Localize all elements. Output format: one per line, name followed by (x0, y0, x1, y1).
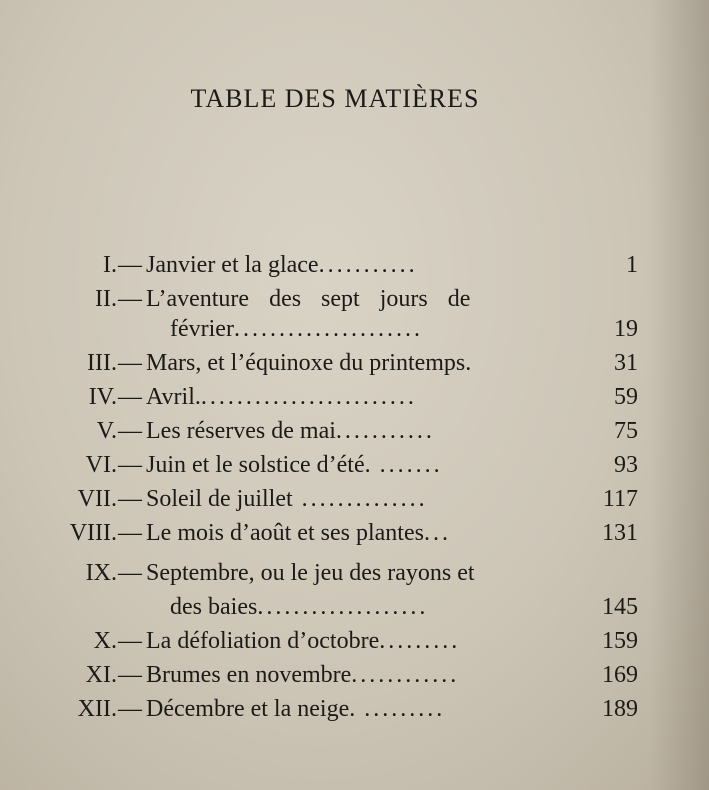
toc-entry (0, 346, 709, 380)
leader-dots: ......... (379, 628, 461, 654)
chapter-numeral: IX. (85, 560, 117, 586)
page-number: 117 (602, 486, 638, 512)
toc-entry-continuation (0, 590, 709, 624)
toc-entry (0, 624, 709, 658)
chapter-dash: — (118, 384, 142, 410)
chapter-dash: — (118, 520, 142, 546)
chapter-numeral: VIII. (69, 520, 117, 546)
chapter-dash: — (118, 252, 142, 278)
chapter-dash: — (118, 486, 142, 512)
leader-dots: ........... (335, 418, 435, 444)
chapter-title: Janvier et la glace........... (146, 252, 418, 278)
page-title: TABLE DES MATIÈRES (190, 84, 480, 113)
leader-dots: ........................ (200, 384, 417, 410)
chapter-dash: — (118, 696, 142, 722)
chapter-numeral: III. (87, 350, 117, 376)
leader-dots: ......... (355, 696, 446, 722)
leader-dots: ....... (370, 452, 443, 478)
chapter-title: des baies................... (170, 594, 429, 620)
leader-dots: ..................... (233, 316, 423, 342)
toc-entry (0, 516, 709, 550)
page-number: 19 (614, 316, 638, 342)
chapter-numeral: XI. (85, 662, 117, 688)
chapter-title: février..................... (170, 316, 423, 342)
page-number: 75 (614, 418, 638, 444)
chapter-numeral: II. (95, 286, 117, 312)
chapter-title: Décembre et la neige. ......... (146, 696, 446, 722)
leader-dots: ........... (318, 252, 418, 278)
page-number: 1 (626, 252, 638, 278)
chapter-title: Le mois d’août et ses plantes... (146, 520, 451, 546)
page-number: 59 (614, 384, 638, 410)
toc-entry (0, 282, 709, 316)
chapter-numeral: I. (103, 252, 117, 278)
chapter-numeral: VII. (77, 486, 117, 512)
chapter-dash: — (118, 452, 142, 478)
leader-dots: .............. (292, 486, 428, 512)
chapter-numeral: IV. (88, 384, 117, 410)
page-number: 169 (602, 662, 638, 688)
chapter-numeral: VI. (85, 452, 117, 478)
toc-entry (0, 448, 709, 482)
chapter-title: Juin et le solstice d’été. ....... (146, 452, 443, 478)
leader-dots: ............ (351, 662, 460, 688)
toc-entry-continuation (0, 312, 709, 346)
chapter-title: Mars, et l’équinoxe du printemps. (146, 350, 472, 376)
toc-entry (0, 380, 709, 414)
toc-entry (0, 482, 709, 516)
page-number: 145 (602, 594, 638, 620)
chapter-title: Brumes en novembre............ (146, 662, 460, 688)
chapter-numeral: V. (96, 418, 117, 444)
toc-entry (0, 692, 709, 726)
page-number: 189 (602, 696, 638, 722)
chapter-title: Septembre, ou le jeu des rayons et (146, 560, 475, 586)
chapter-title: La défoliation d’octobre......... (146, 628, 461, 654)
leader-dots: ................... (257, 594, 429, 620)
page-number: 31 (614, 350, 638, 376)
page-number: 159 (602, 628, 638, 654)
chapter-dash: — (118, 418, 142, 444)
page-number: 131 (602, 520, 638, 546)
toc-entry (0, 556, 709, 590)
leader-dots: ... (423, 520, 451, 546)
chapter-numeral: X. (93, 628, 117, 654)
chapter-title: Les réserves de mai........... (146, 418, 435, 444)
chapter-dash: — (118, 662, 142, 688)
chapter-dash: — (118, 286, 142, 312)
toc-entry (0, 248, 709, 282)
chapter-numeral: XII. (77, 696, 117, 722)
chapter-dash: — (118, 560, 142, 586)
toc-entry (0, 414, 709, 448)
chapter-dash: — (118, 350, 142, 376)
chapter-dash: — (118, 628, 142, 654)
chapter-title: L’aventure des sept jours de (146, 286, 471, 312)
chapter-title: Soleil de juillet .............. (146, 486, 428, 512)
page-number: 93 (614, 452, 638, 478)
toc-entry (0, 658, 709, 692)
chapter-title: Avril......................... (146, 384, 417, 410)
